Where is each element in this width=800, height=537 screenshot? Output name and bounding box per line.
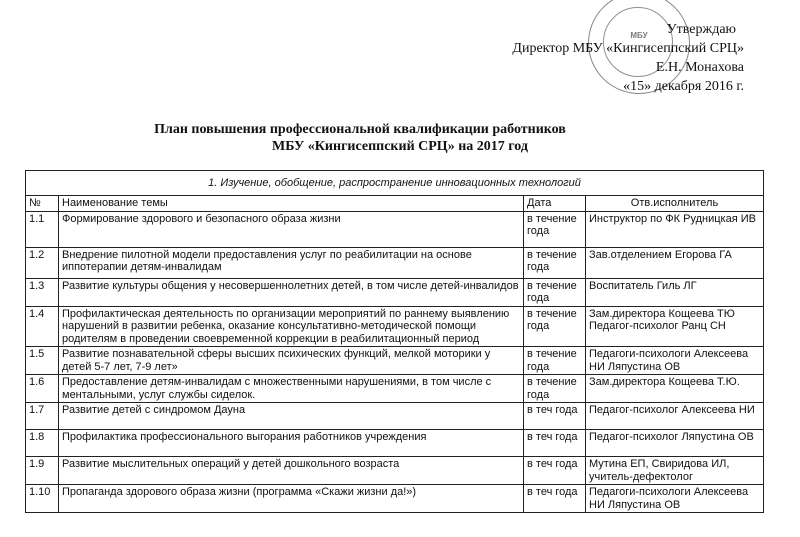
row-name: Пропаганда здорового образа жизни (программа «Скажи жизни да!») — [59, 485, 524, 513]
row-exec: Воспитатель Гиль ЛГ — [586, 278, 764, 306]
row-exec: Педагоги-психологи Алексеева НИ Ляпустина ОВ — [586, 347, 764, 375]
row-num: 1.7 — [26, 403, 59, 430]
approval-signature: Е.Н. Монахова — [655, 60, 744, 75]
row-exec: Зав.отделением Егорова ГА — [586, 247, 764, 278]
row-date: в теч года — [524, 403, 586, 430]
row-num: 1.6 — [26, 375, 59, 403]
row-date: в теч года — [524, 457, 586, 485]
row-date: в течение года — [524, 347, 586, 375]
row-name: Профилактическая деятельность по организации мероприятий по раннему выявлению нарушений в развитии ребенка, оказание консультативно-методической помощи родителям в проведении своевременной коррекции в реабилитационный период — [59, 306, 524, 347]
approval-date: «15» декабря 2016 г. — [623, 79, 744, 94]
row-exec: Педагог-психолог Алексеева НИ — [586, 403, 764, 430]
header-exec: Отв.исполнитель — [586, 196, 764, 212]
table-row — [26, 375, 764, 403]
row-num: 1.3 — [26, 278, 59, 306]
row-name: Внедрение пилотной модели предоставления услуг по реабилитации на основе иппотерапии детям-инвалидам — [59, 247, 524, 278]
document-title — [0, 121, 800, 155]
row-name: Развитие детей с синдромом Дауна — [59, 403, 524, 430]
row-num: 1.9 — [26, 457, 59, 485]
document-title-line2: МБУ «Кингисеппский СРЦ» на 2017 год — [272, 139, 528, 154]
row-num: 1.4 — [26, 306, 59, 347]
table-row — [26, 278, 764, 306]
table-row — [26, 485, 764, 513]
row-exec: Педагоги-психологи Алексеева НИ Ляпустина ОВ — [586, 485, 764, 513]
header-num: № — [26, 196, 59, 212]
plan-table — [25, 170, 764, 513]
row-exec: Мутина ЕП, Свиридова ИЛ, учитель-дефектолог — [586, 457, 764, 485]
row-exec: Педагог-психолог Ляпустина ОВ — [586, 430, 764, 457]
row-name: Профилактика профессионального выгорания работников учреждения — [59, 430, 524, 457]
table-row — [26, 247, 764, 278]
row-num: 1.2 — [26, 247, 59, 278]
table-row — [26, 211, 764, 247]
row-date: в течение года — [524, 247, 586, 278]
row-name: Развитие культуры общения у несовершеннолетних детей, в том числе детей-инвалидов — [59, 278, 524, 306]
approval-block — [444, 20, 744, 96]
header-date: Дата — [524, 196, 586, 212]
stamp-text: МБУ — [630, 31, 648, 40]
table-row — [26, 347, 764, 375]
table-row — [26, 306, 764, 347]
approval-title: Утверждаю — [666, 22, 736, 37]
row-name: Формирование здорового и безопасного образа жизни — [59, 211, 524, 247]
row-num: 1.5 — [26, 347, 59, 375]
row-date: в течение года — [524, 278, 586, 306]
row-num: 1.10 — [26, 485, 59, 513]
table-row — [26, 430, 764, 457]
row-name: Предоставление детям-инвалидам с множественными нарушениями, в том числе с ментальными, услуг службы сиделок. — [59, 375, 524, 403]
row-exec: Инструктор по ФК Рудницкая ИВ — [586, 211, 764, 247]
table-header-row — [26, 196, 764, 212]
row-exec: Зам.директора Кощеева Т.Ю. — [586, 375, 764, 403]
section-title: 1. Изучение, обобщение, распространение инновационных технологий — [26, 171, 764, 196]
approval-position: Директор МБУ «Кингисеппский СРЦ» — [512, 41, 744, 56]
row-num: 1.8 — [26, 430, 59, 457]
table-row — [26, 457, 764, 485]
row-exec: Зам.директора Кощеева ТЮ Педагог-психолог Ранц СН — [586, 306, 764, 347]
row-num: 1.1 — [26, 211, 59, 247]
document-title-line1: План повышения профессиональной квалификации работников — [154, 122, 566, 137]
header-name: Наименование темы — [59, 196, 524, 212]
row-date: в течение года — [524, 375, 586, 403]
row-name: Развитие мыслительных операций у детей дошкольного возраста — [59, 457, 524, 485]
row-name: Развитие познавательной сферы высших психических функций, мелкой моторики у детей 5-7 лет, 7-9 лет» — [59, 347, 524, 375]
row-date: в течение года — [524, 211, 586, 247]
row-date: в течение года — [524, 306, 586, 347]
table-row — [26, 403, 764, 430]
row-date: в теч года — [524, 430, 586, 457]
row-date: в теч года — [524, 485, 586, 513]
